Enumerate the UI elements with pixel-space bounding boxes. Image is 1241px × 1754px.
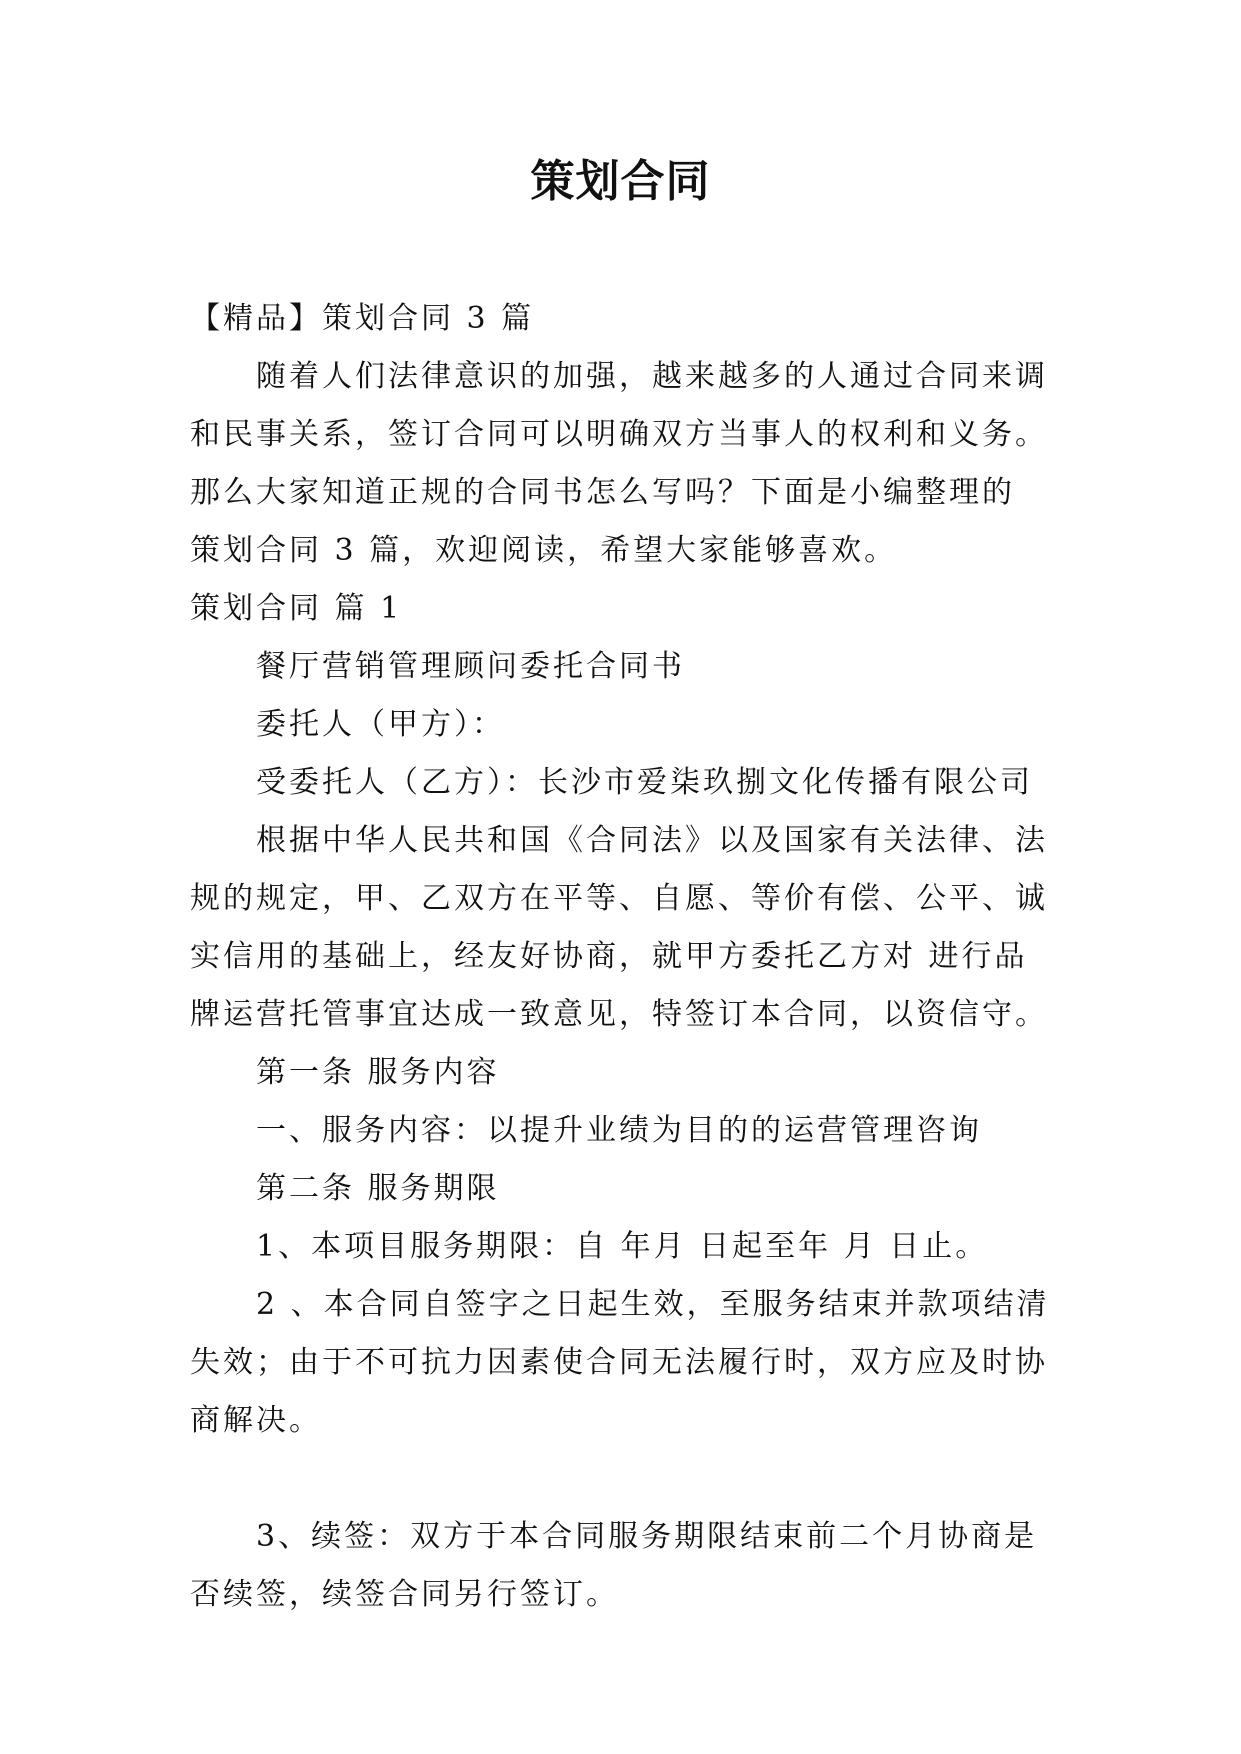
body-line-11: 规的规定，甲、乙双方在平等、自愿、等价有偿、公平、诚 [190, 881, 1048, 916]
body-line-4: 那么大家知道正规的合同书怎么写吗？下面是小编整理的 [190, 475, 1015, 510]
body-line-1: 【精品】策划合同 3 篇 [190, 301, 535, 336]
body-line-2: 随着人们法律意识的加强，越来越多的人通过合同来调 [256, 359, 1048, 394]
article-2-item-3-cont: 否续签，续签合同另行签订。 [190, 1577, 619, 1612]
article-1-heading: 第一条 服务内容 [256, 1055, 500, 1090]
body-line-5: 策划合同 3 篇，欢迎阅读，希望大家能够喜欢。 [190, 533, 898, 568]
party-b: 受委托人（乙方）：长沙市爱柒玖捌文化传播有限公司 [256, 765, 1033, 800]
paragraph-gap [190, 1450, 1070, 1508]
article-2-item-3: 3、续签：双方于本合同服务期限结束前二个月协商是 [256, 1519, 1038, 1554]
article-2-item-2-cont-2: 商解决。 [190, 1403, 322, 1438]
article-2-heading: 第二条 服务期限 [256, 1171, 500, 1206]
article-2-item-1: 1、本项目服务期限：自 年月 日起至年 月 日止。 [256, 1229, 989, 1264]
party-a: 委托人（甲方）： [256, 707, 505, 742]
article-2-item-2-cont-1: 失效；由于不可抗力因素使合同无法履行时，双方应及时协 [190, 1345, 1048, 1380]
body-line-13: 牌运营托管事宜达成一致意见，特签订本合同，以资信守。 [190, 997, 1048, 1032]
article-2-item-2: 2 、本合同自签字之日起生效，至服务结束并款项结清 [256, 1287, 1050, 1322]
contract-title: 餐厅营销管理顾问委托合同书 [256, 649, 685, 684]
document-body [190, 290, 1070, 1624]
article-1-content: 一、服务内容：以提升业绩为目的的运营管理咨询 [256, 1113, 982, 1148]
document-title: 策划合同 [530, 156, 711, 207]
section-heading-1: 策划合同 篇 1 [190, 591, 403, 626]
body-line-12: 实信用的基础上，经友好协商，就甲方委托乙方对 进行品 [190, 939, 1028, 974]
body-line-3: 和民事关系，签订合同可以明确双方当事人的权利和义务。 [190, 417, 1048, 452]
body-line-10: 根据中华人民共和国《合同法》以及国家有关法律、法 [256, 823, 1048, 858]
